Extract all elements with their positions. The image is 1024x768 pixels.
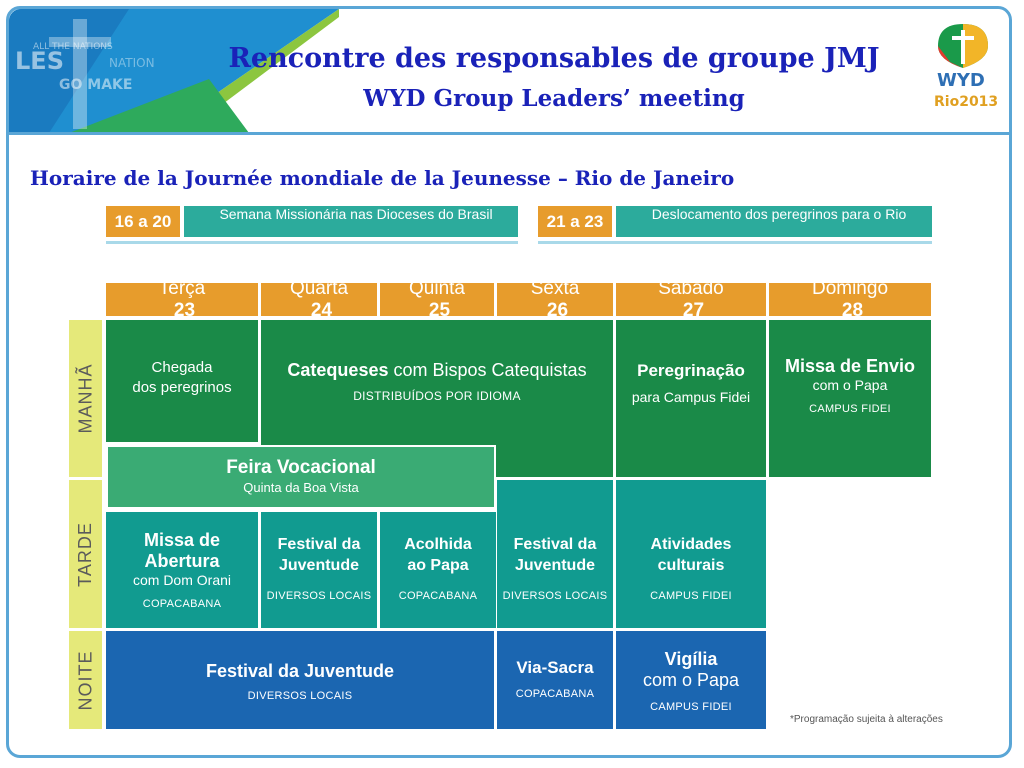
day-header-quarta <box>261 277 377 321</box>
day-number: 27 <box>682 299 705 321</box>
event-line: Juventude <box>514 557 595 574</box>
day-number: 26 <box>546 299 569 321</box>
event-sub: para Campus Fidei <box>631 389 751 405</box>
event-line: Abertura <box>144 551 220 571</box>
period-text: MANHÃ <box>75 363 96 434</box>
event-place: CAMPUS FIDEI <box>809 403 891 415</box>
period-label-morning <box>69 320 102 477</box>
event-title <box>287 360 586 381</box>
event-place: DIVERSOS LOCAIS <box>266 590 372 602</box>
day-name: Terça <box>158 277 206 299</box>
day-name: Domingo <box>811 277 889 299</box>
header-banner <box>9 9 1009 133</box>
event-line: Chegada <box>151 359 213 376</box>
event-title: Via-Sacra <box>516 658 594 677</box>
event-title-bold: Catequeses <box>287 360 389 380</box>
event-missa-envio <box>769 320 931 477</box>
event-peregrinacao <box>616 320 766 477</box>
title-english: WYD Group Leaders’ meeting <box>363 85 745 112</box>
deco-word-gomake: GO MAKE <box>59 77 133 93</box>
event-title: Missa de Envio <box>784 356 916 376</box>
event-line: culturais <box>657 557 725 574</box>
day-number: 25 <box>428 299 451 321</box>
title-french: Rencontre des responsables de groupe JMJ <box>228 43 880 74</box>
schedule-subtitle: Horaire de la Journée mondiale de la Jeunesse – Rio de Janeiro <box>30 166 735 190</box>
event-title-rest: com Bispos Catequistas <box>388 360 587 380</box>
logo-wordmark: WYD <box>937 70 985 91</box>
event-feira-vocacional <box>106 445 496 509</box>
event-line: Juventude <box>278 557 359 574</box>
day-name: Sexta <box>530 277 580 299</box>
pre-event-label-1: Semana Missionária nas Dioceses do Brasil <box>184 206 518 237</box>
event-place: CAMPUS FIDEI <box>650 590 732 602</box>
event-line: Acolhida <box>404 536 472 553</box>
event-line: Atividades <box>650 536 732 553</box>
period-label-night <box>69 631 102 729</box>
day-name: Quarta <box>289 277 349 299</box>
pre-event-underline-1 <box>106 241 518 244</box>
event-via-sacra <box>497 631 613 729</box>
day-header-domingo <box>769 277 931 321</box>
pre-event-label-2: Deslocamento dos peregrinos para o Rio <box>616 206 932 237</box>
event-place: CAMPUS FIDEI <box>650 701 732 713</box>
event-place: DISTRIBUÍDOS POR IDIOMA <box>353 389 521 403</box>
period-text: NOITE <box>75 649 96 711</box>
event-sub: com o Papa <box>812 377 888 393</box>
event-line: Missa de <box>143 530 221 550</box>
event-sub: Quinta da Boa Vista <box>243 480 359 495</box>
event-sub: com Dom Orani <box>132 572 232 588</box>
pre-event-underline-2 <box>538 241 932 244</box>
day-header-sabado <box>616 277 766 321</box>
event-line: Festival da <box>513 536 597 553</box>
event-line: ao Papa <box>407 557 469 574</box>
event-chegada <box>106 320 258 442</box>
deco-word-les: LES <box>15 47 64 75</box>
event-place: DIVERSOS LOCAIS <box>247 690 353 702</box>
day-name: Quinta <box>409 277 465 299</box>
pre-event-dates-1: 16 a 20 <box>106 206 180 237</box>
event-missa-abertura <box>106 512 258 628</box>
period-label-afternoon <box>69 480 102 628</box>
day-header-terca <box>106 277 258 321</box>
event-atividades <box>616 480 766 628</box>
event-vigilia <box>616 631 766 729</box>
day-name: Sábado <box>658 277 724 299</box>
event-place: COPACABANA <box>515 688 595 700</box>
event-festival-sexta <box>497 480 613 628</box>
event-acolhida <box>380 512 496 628</box>
event-title: Peregrinação <box>637 361 745 380</box>
event-line: Festival da <box>277 536 361 553</box>
event-place: COPACABANA <box>142 598 222 610</box>
event-festival-quarta <box>261 512 377 628</box>
event-line: com o Papa <box>642 670 740 690</box>
logo-year: Rio2013 <box>934 94 999 110</box>
event-place: DIVERSOS LOCAIS <box>502 590 608 602</box>
day-header-quinta <box>380 277 494 321</box>
pre-event-dates-2: 21 a 23 <box>538 206 612 237</box>
deco-word-nation: NATION <box>109 56 155 70</box>
event-line: Vigília <box>664 649 718 669</box>
day-number: 23 <box>173 299 196 321</box>
event-place: COPACABANA <box>398 590 478 602</box>
event-title: Feira Vocacional <box>226 457 376 478</box>
deco-word-nations: ALL THE NATIONS <box>33 42 113 52</box>
event-line: dos peregrinos <box>132 379 232 396</box>
day-number: 24 <box>310 299 333 321</box>
header-divider <box>9 132 1009 135</box>
schedule-note: *Programação sujeita à alterações <box>790 714 943 725</box>
day-header-sexta <box>497 277 613 321</box>
event-festival-noite <box>106 631 494 729</box>
event-title: Festival da Juventude <box>205 661 395 681</box>
day-number: 28 <box>841 299 864 321</box>
period-text: TARDE <box>75 521 96 587</box>
